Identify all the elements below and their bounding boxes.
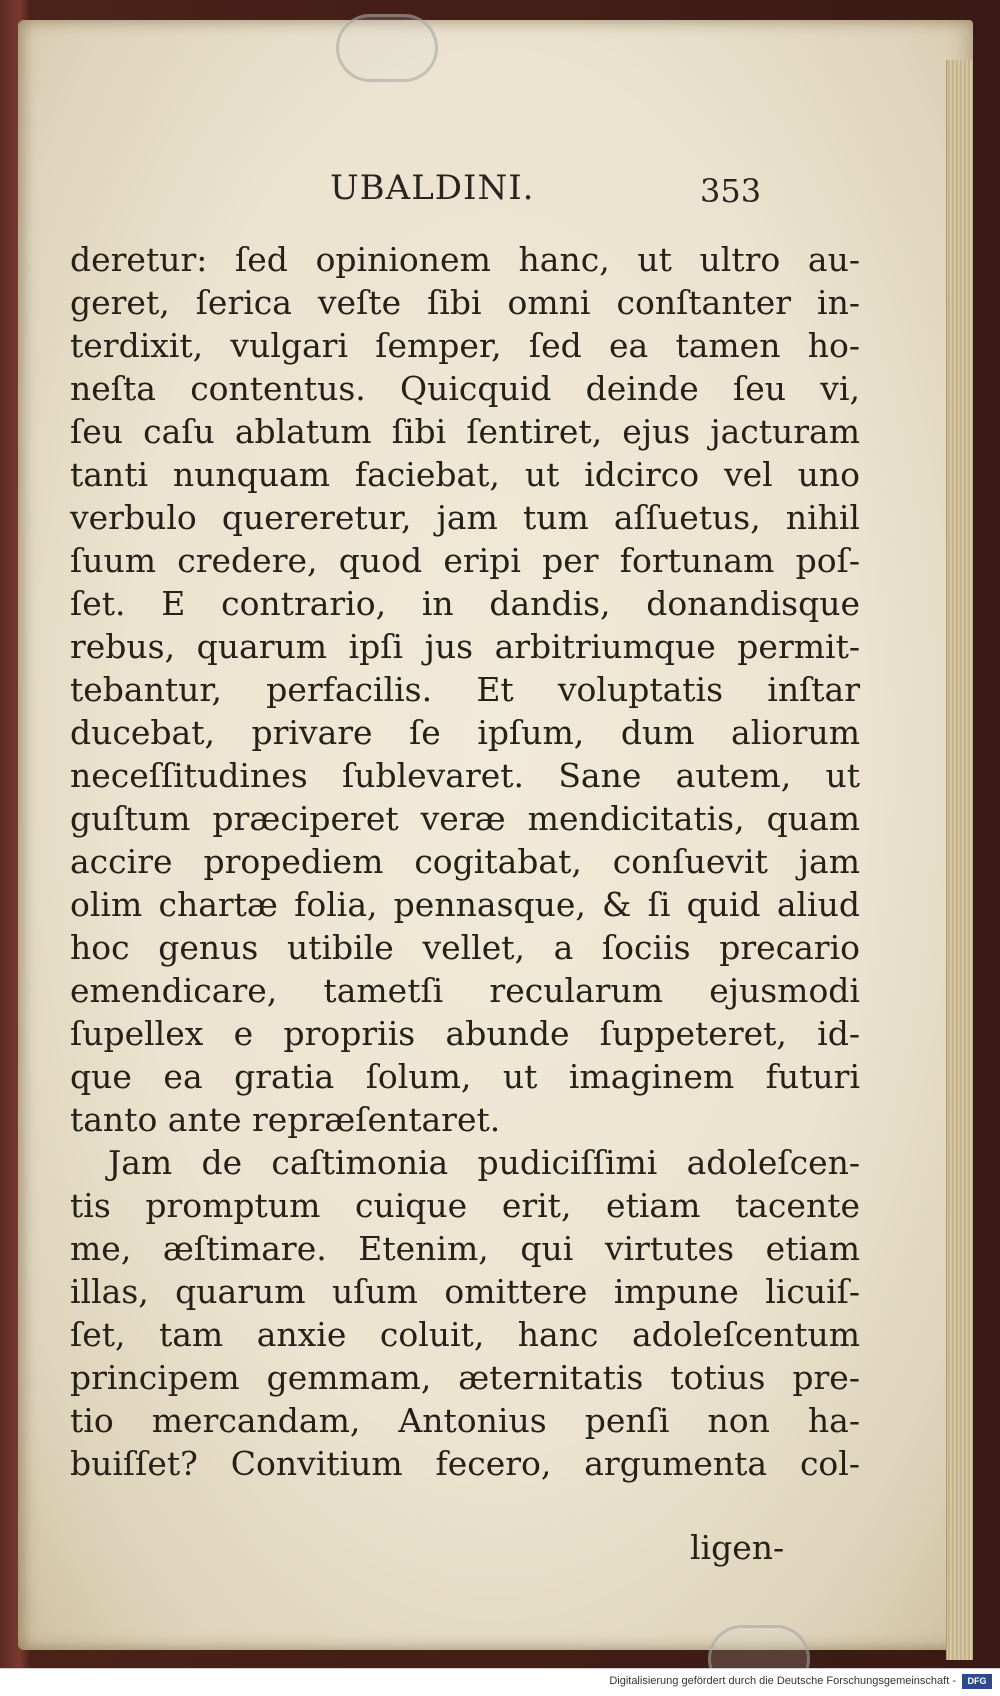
paragraph-end-line: tanto ante repræſentaret.	[70, 1100, 501, 1139]
text-line: accire propediem cogitabat, conſuevit jam	[70, 842, 860, 881]
text-line: tanti nunquam faciebat, ut idcirco vel uno	[70, 455, 860, 494]
text-line: que ea gratia ſolum, ut imaginem futuri	[70, 1057, 860, 1096]
catchword: ligen-	[690, 1528, 785, 1567]
text-line: neceſſitudines ſublevaret. Sane autem, ut	[70, 756, 860, 795]
text-line: ducebat, privare ſe ipſum, dum aliorum	[70, 713, 860, 752]
text-block	[70, 238, 860, 1485]
dfg-logo-icon: DFG	[962, 1674, 992, 1689]
text-line: geret, ſerica veſte ſibi omni conſtanter in-	[70, 283, 860, 322]
text-line: ſeu caſu ablatum ſibi ſentiret, ejus jacturam	[70, 412, 860, 451]
text-line: buiſſet? Convitium fecero, argumenta col-	[70, 1444, 860, 1483]
text-line: ſet. E contrario, in dandis, donandisque	[70, 584, 860, 623]
text-line: tebantur, perfacilis. Et voluptatis inſtar	[70, 670, 860, 709]
footer-bar	[0, 1668, 1000, 1696]
paragraph-start-line: Jam de caſtimonia pudiciſſimi adoleſcen-	[108, 1143, 860, 1182]
text-line: verbulo quereretur, jam tum aſſuetus, nihil	[70, 498, 860, 537]
page-header	[18, 168, 973, 218]
text-line: terdixit, vulgari ſemper, ſed ea tamen ho-	[70, 326, 860, 365]
text-line: ſet, tam anxie coluit, hanc adoleſcentum	[70, 1315, 860, 1354]
text-line: ſupellex e propriis abunde ſuppeteret, id-	[70, 1014, 860, 1053]
page-clip-top	[336, 14, 438, 82]
text-line: deretur: ſed opinionem hanc, ut ultro au-	[70, 240, 860, 279]
book-page	[18, 20, 973, 1650]
text-line: rebus, quarum ipſi jus arbitriumque permit-	[70, 627, 860, 666]
text-line: emendicare, tametſi recularum ejusmodi	[70, 971, 860, 1010]
funding-credit: Digitalisierung gefördert durch die Deutsche Forschungsgemeinschaft -	[609, 1675, 956, 1687]
text-line: neſta contentus. Quicquid deinde ſeu vi,	[70, 369, 860, 408]
text-line: tio mercandam, Antonius penſi non ha-	[70, 1401, 860, 1440]
text-line: olim chartæ folia, pennasque, & ſi quid aliud	[70, 885, 860, 924]
text-line: ſuum credere, quod eripi per fortunam poſ-	[70, 541, 860, 580]
text-line: me, æſtimare. Etenim, qui virtutes etiam	[70, 1229, 860, 1268]
running-head: UBALDINI.	[330, 168, 535, 208]
page-number: 353	[700, 172, 762, 210]
text-line: principem gemmam, æternitatis totius pre-	[70, 1358, 860, 1397]
page-edges	[946, 60, 973, 1660]
text-line: guſtum præciperet veræ mendicitatis, quam	[70, 799, 860, 838]
text-line: hoc genus utibile vellet, a ſociis precario	[70, 928, 860, 967]
text-line: tis promptum cuique erit, etiam tacente	[70, 1186, 860, 1225]
text-line: illas, quarum uſum omittere impune licuiſ-	[70, 1272, 860, 1311]
